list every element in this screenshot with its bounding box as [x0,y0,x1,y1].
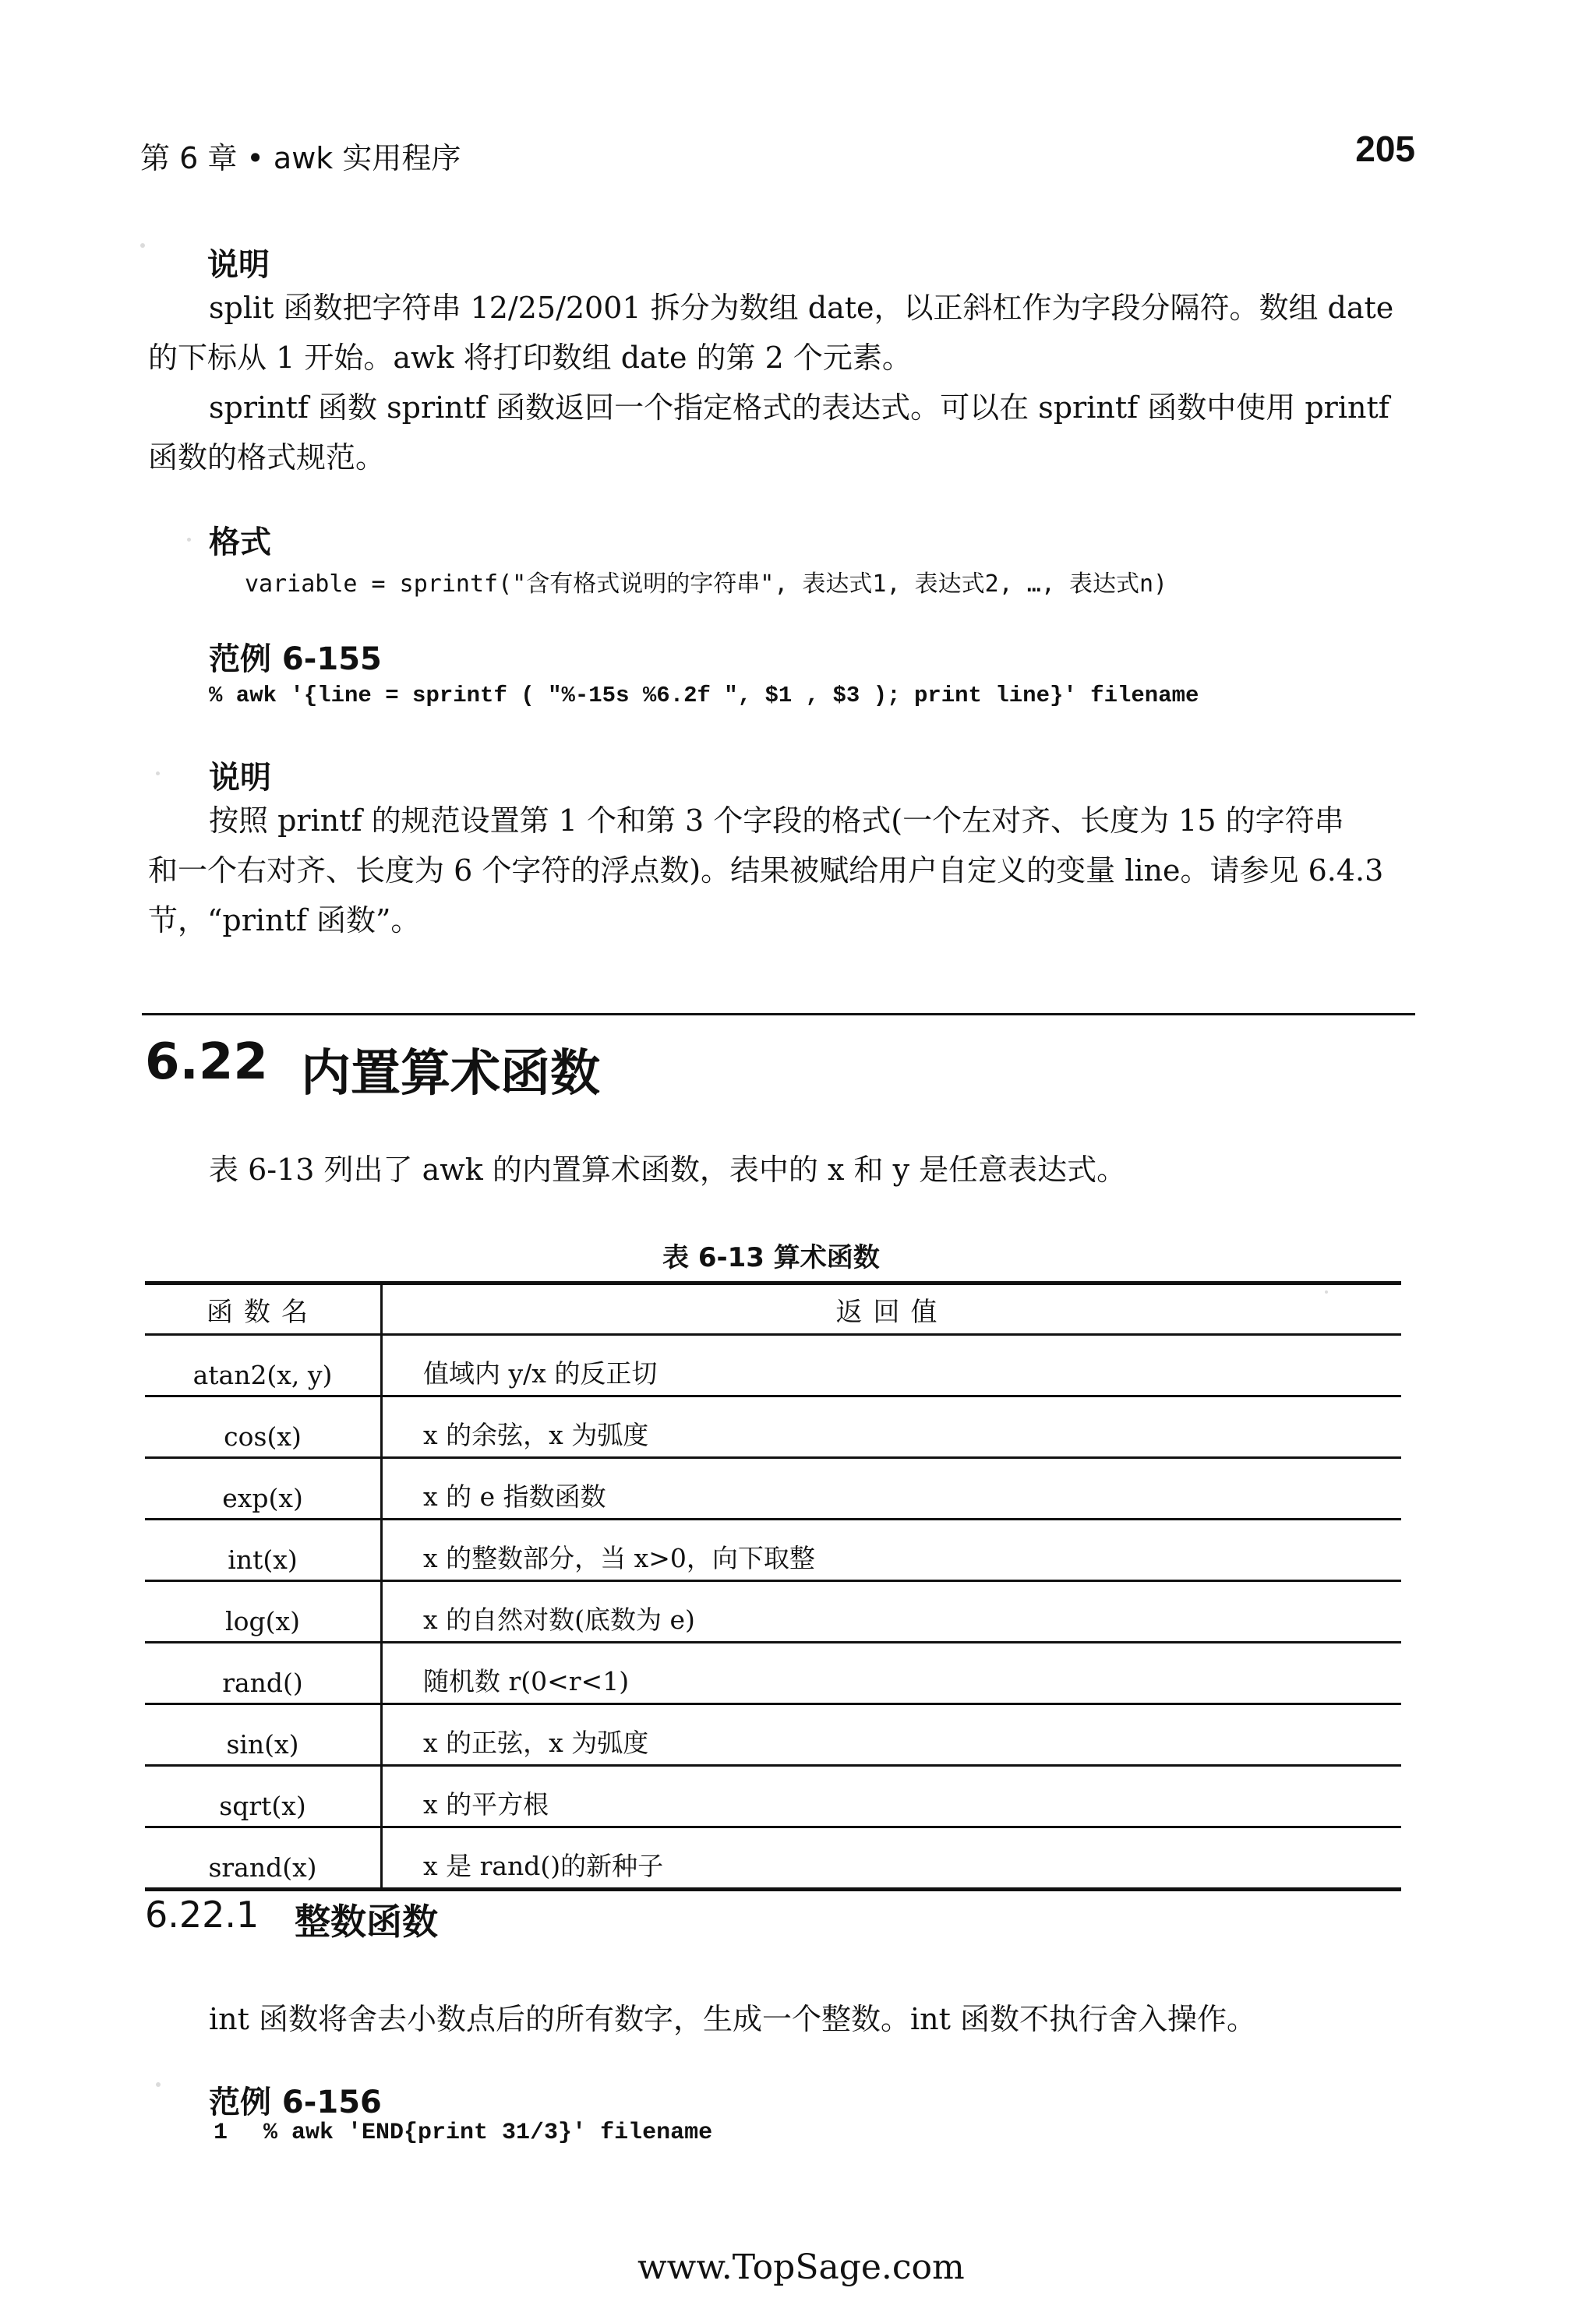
scan-speck [156,771,160,775]
table-row [145,1766,1401,1827]
function-name-cell: atan2(x, y) [145,1335,382,1396]
paragraph-line: sprintf 函数 sprintf 函数返回一个指定格式的表达式。可以在 sprintf 函数中使用 printf [209,390,1389,425]
arithmetic-functions-table [145,1281,1401,1891]
return-value-cell: 随机数 r(0<r<1) [382,1643,1402,1704]
paragraph-line: 按照 printf 的规范设置第 1 个和第 3 个字段的格式(一个左对齐、长度为 15 的字符串 [209,803,1344,838]
section-rule [142,1013,1415,1015]
function-name-cell: int(x) [145,1520,382,1581]
column-header-function: 函数名 [145,1283,382,1335]
function-name-cell: sqrt(x) [145,1766,382,1827]
section-title: 内置算术函数 [301,1045,600,1103]
example-code: % awk 'END{print 31/3}' filename [263,2120,713,2146]
section-intro: 表 6-13 列出了 awk 的内置算术函数，表中的 x 和 y 是任意表达式。 [209,1153,1127,1187]
return-value-cell: x 的正弦，x 为弧度 [382,1704,1402,1766]
function-name-cell: srand(x) [145,1827,382,1890]
paragraph-line: split 函数把字符串 12/25/2001 拆分为数组 date，以正斜杠作为字段分隔符。数组 date [209,291,1394,325]
function-name-cell: log(x) [145,1581,382,1643]
function-name-cell: cos(x) [145,1396,382,1458]
subsection-number: 6.22.1 [145,1894,260,1936]
return-value-cell: x 的整数部分，当 x>0，向下取整 [382,1520,1402,1581]
running-header: 第 6 章 • awk 实用程序 [140,141,461,175]
function-name-cell: sin(x) [145,1704,382,1766]
table-header-row [145,1283,1401,1335]
scan-speck [187,538,191,542]
table-row [145,1581,1401,1643]
note-label: 说明 [207,247,270,283]
paragraph-line: 节，“printf 函数”。 [148,903,421,937]
table-row [145,1335,1401,1396]
format-label: 格式 [209,524,271,560]
paragraph-line: 函数的格式规范。 [148,440,386,475]
code-line-number: 1 [214,2120,228,2146]
scan-speck [156,2082,161,2087]
note-label: 说明 [209,760,271,796]
return-value-cell: x 的自然对数(底数为 e) [382,1581,1402,1643]
paragraph-line: 的下标从 1 开始。awk 将打印数组 date 的第 2 个元素。 [148,341,912,375]
function-name-cell: rand() [145,1643,382,1704]
footer-url: www.TopSage.com [637,2247,965,2287]
return-value-cell: x 的 e 指数函数 [382,1458,1402,1520]
table-row [145,1643,1401,1704]
table-row [145,1520,1401,1581]
table-caption: 表 6-13 算术函数 [662,1242,880,1273]
example-code: % awk '{line = sprintf ( "%-15s %6.2f ", $1 , $3 ); print line}' filename [209,683,1199,708]
column-header-return: 返回值 [835,1296,948,1328]
return-value-cell: 值域内 y/x 的反正切 [382,1335,1402,1396]
example-label: 范例 6-155 [209,641,382,677]
subsection-title: 整数函数 [295,1901,438,1943]
format-code: variable = sprintf("含有格式说明的字符串", 表达式1, 表达式2, …, 表达式n) [245,570,1168,598]
subsection-text: int 函数将舍去小数点后的所有数字，生成一个整数。int 函数不执行舍入操作。 [209,2002,1256,2036]
return-value-cell: x 的平方根 [382,1766,1402,1827]
table-row [145,1458,1401,1520]
table-row [145,1827,1401,1890]
table-row [145,1396,1401,1458]
return-value-cell: x 是 rand()的新种子 [382,1827,1402,1890]
paragraph-line: 和一个右对齐、长度为 6 个字符的浮点数)。结果被赋给用户自定义的变量 line。请参见 6.4.3 [148,853,1384,888]
page-number: 205 [1355,129,1415,169]
return-value-cell: x 的余弦，x 为弧度 [382,1396,1402,1458]
scan-speck [1325,1290,1328,1294]
scan-speck [140,243,145,248]
section-number: 6.22 [145,1033,268,1091]
example-label: 范例 6-156 [209,2085,382,2120]
table-row [145,1704,1401,1766]
function-name-cell: exp(x) [145,1458,382,1520]
